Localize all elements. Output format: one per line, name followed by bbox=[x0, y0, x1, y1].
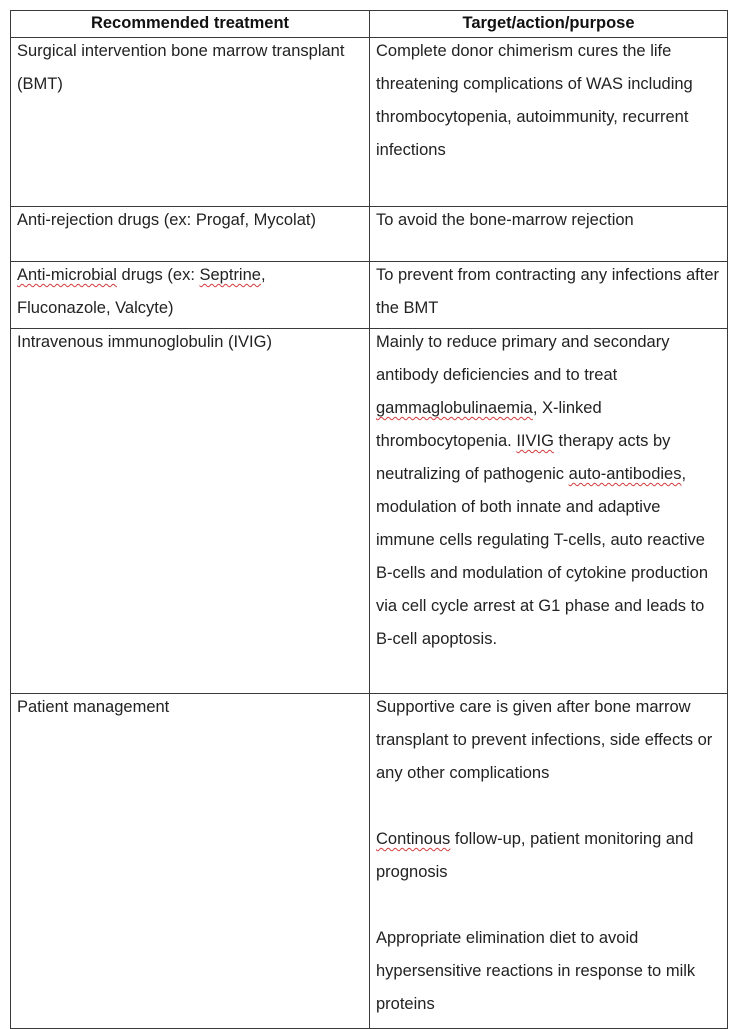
purpose-cell bbox=[370, 329, 728, 694]
text-run: follow-up, patient monitoring and prognosis bbox=[376, 830, 694, 881]
purpose-paragraph bbox=[376, 823, 721, 889]
table-row bbox=[11, 694, 728, 1029]
table-row bbox=[11, 262, 728, 329]
header-target-purpose: Target/action/purpose bbox=[370, 11, 728, 38]
paragraph-spacer bbox=[376, 889, 721, 922]
text-run: Mainly to reduce primary and secondary antibody deficiencies and to treat bbox=[376, 333, 670, 384]
treatment-cell bbox=[11, 262, 370, 329]
spellcheck-word: Septrine bbox=[199, 266, 261, 284]
treatment-text: Surgical intervention bone marrow transplant (BMT) bbox=[17, 42, 345, 93]
table-row bbox=[11, 329, 728, 694]
text-run: therapy acts by neutralizing of pathogenic bbox=[376, 432, 671, 483]
table-row bbox=[11, 207, 728, 262]
treatment-text bbox=[11, 259, 369, 325]
purpose-text bbox=[370, 326, 727, 656]
treatment-table bbox=[10, 10, 728, 1029]
purpose-cell bbox=[370, 38, 728, 207]
purpose-cell bbox=[370, 262, 728, 329]
paragraph-spacer bbox=[376, 790, 721, 823]
purpose-paragraph: Appropriate elimination diet to avoid hypersensitive reactions in response to milk proteins bbox=[376, 929, 696, 1013]
purpose-text: To prevent from contracting any infections after the BMT bbox=[376, 266, 720, 317]
text-run: , modulation of both innate and adaptive immune cells regulating T-cells, auto reactive B-cells and modulation of cytokine production via cell cycle arrest at G1 phase and leads to B-cell apoptosis. bbox=[376, 465, 709, 648]
purpose-text: To avoid the bone-marrow rejection bbox=[376, 211, 634, 229]
text-run: , Fluconazole, Valcyte) bbox=[17, 266, 266, 317]
text-run: , X-linked thrombocytopenia. bbox=[376, 399, 602, 450]
purpose-text bbox=[370, 691, 727, 1021]
spellcheck-word: Anti-microbial bbox=[17, 266, 117, 284]
purpose-cell bbox=[370, 207, 728, 262]
table-header-row bbox=[11, 11, 728, 38]
spellcheck-word: auto-antibodies bbox=[568, 465, 682, 483]
purpose-text: Complete donor chimerism cures the life threatening complications of WAS including thrombocytopenia, autoimmunity, recurrent infections bbox=[376, 42, 693, 159]
text-run: drugs (ex: bbox=[116, 266, 200, 284]
table-row bbox=[11, 38, 728, 207]
treatment-text: Intravenous immunoglobulin (IVIG) bbox=[17, 333, 272, 351]
spellcheck-word: IIVIG bbox=[516, 432, 554, 450]
spellcheck-word: Continous bbox=[376, 830, 451, 848]
header-recommended-treatment: Recommended treatment bbox=[11, 11, 370, 38]
purpose-cell bbox=[370, 694, 728, 1029]
treatment-cell bbox=[11, 207, 370, 262]
treatment-text: Anti-rejection drugs (ex: Progaf, Mycolat) bbox=[17, 211, 316, 229]
treatment-cell bbox=[11, 38, 370, 207]
treatment-cell bbox=[11, 694, 370, 1029]
treatment-text: Patient management bbox=[17, 698, 170, 716]
spellcheck-word: gammaglobulinaemia bbox=[376, 399, 533, 417]
purpose-paragraph: Supportive care is given after bone marrow transplant to prevent infections, side effects or any other complications bbox=[376, 698, 713, 782]
treatment-cell bbox=[11, 329, 370, 694]
